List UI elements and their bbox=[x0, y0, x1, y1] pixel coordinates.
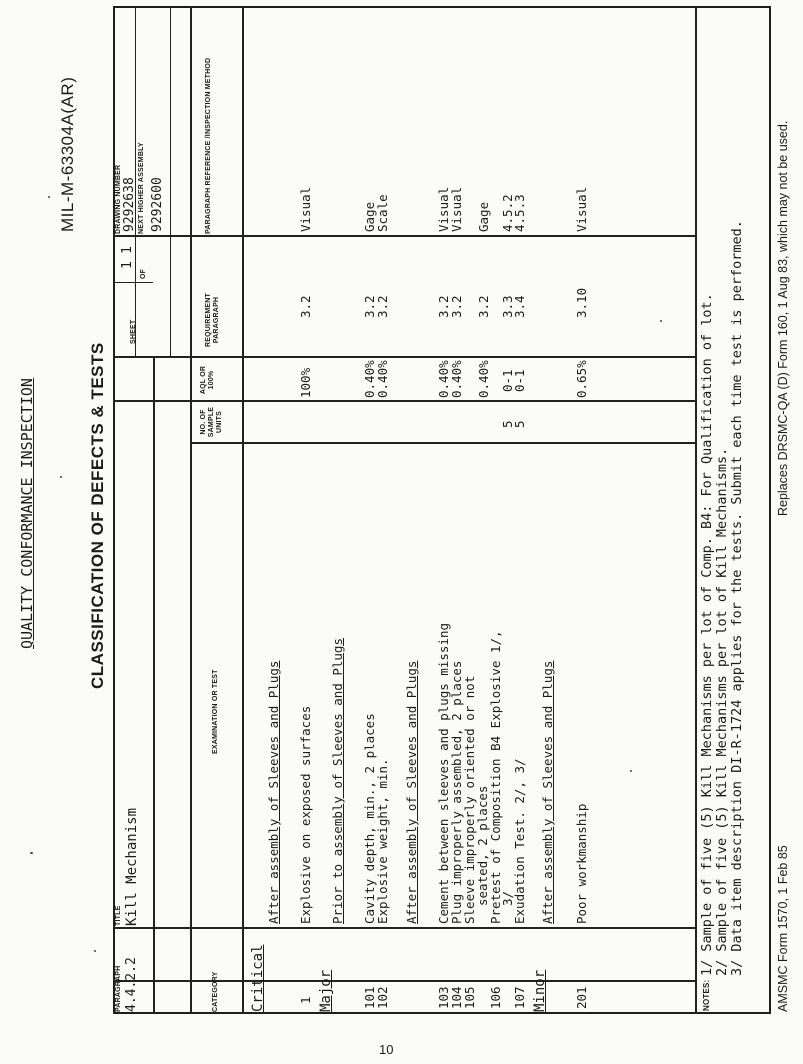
row-ref: 4.5.3 bbox=[512, 194, 527, 232]
row-req: 3.2 bbox=[476, 295, 491, 318]
note-2: 2/ Sample of five (5) Kill Mechanisms per lot of Kill Mechanisms. bbox=[714, 447, 730, 976]
of-label: OF bbox=[140, 268, 147, 279]
section-heading: Prior to assembly of Sleeves and Plugs bbox=[330, 638, 345, 924]
drawing-value: 9292638 bbox=[122, 177, 137, 232]
title-label: TITLE bbox=[115, 905, 122, 926]
col-category: CATEGORY bbox=[212, 971, 219, 1012]
row-cat: 1 bbox=[298, 996, 313, 1004]
row-exam-cont: 3/ bbox=[500, 890, 515, 906]
col-req: REQUIREMENT PARAGRAPH bbox=[205, 293, 220, 347]
row-req: 3.4 bbox=[512, 295, 527, 318]
sheet-divider bbox=[113, 282, 153, 283]
row-ref: 4.5.2 bbox=[500, 194, 515, 232]
major-label: Major bbox=[318, 969, 334, 1012]
section-heading: After assembly of Sleeves and Plugs bbox=[266, 660, 281, 924]
row-exam: Poor workmanship bbox=[574, 803, 589, 924]
spec-number: MIL-M-63304A(AR) bbox=[58, 76, 77, 232]
form-title: CLASSIFICATION OF DEFECTS & TESTS bbox=[88, 342, 107, 689]
title-value: Kill Mechanism bbox=[124, 807, 140, 926]
row-req: 3.2 bbox=[449, 295, 464, 318]
row-aql: 0.65% bbox=[574, 360, 589, 398]
row-exam: Explosive on exposed surfaces bbox=[298, 705, 313, 924]
row-req: 3.2 bbox=[298, 295, 313, 318]
row-cat: 101 bbox=[362, 986, 377, 1009]
sheet-value: 1 bbox=[120, 261, 135, 269]
col-para-ref: PARAGRAPH REFERENCE /INSPECTION METHOD bbox=[205, 57, 212, 234]
row-cat: 105 bbox=[462, 986, 477, 1009]
row-req: 3.2 bbox=[362, 295, 377, 318]
row-exam: Exudation Test. 2/, 3/ bbox=[512, 758, 527, 924]
row-req: 3.2 bbox=[436, 295, 451, 318]
row-cat: 104 bbox=[449, 986, 464, 1009]
row-cat: 201 bbox=[574, 986, 589, 1009]
row-aql: 0-1 bbox=[512, 369, 527, 392]
drawing-label: DRAWING NUMBER bbox=[115, 164, 122, 234]
col-exam: EXAMINATION OR TEST bbox=[212, 669, 219, 754]
next-asm-divider bbox=[170, 6, 171, 358]
row-ref: Visual bbox=[298, 186, 313, 232]
row-aql: 0.40% bbox=[476, 360, 491, 398]
of-value: 1 bbox=[120, 246, 135, 254]
row-sample: 5 bbox=[500, 420, 515, 428]
row-aql: 0.40% bbox=[375, 360, 390, 398]
row-exam: Explosive weight, min. bbox=[375, 758, 390, 924]
row-ref: Gage bbox=[476, 201, 491, 232]
row-req: 3.2 bbox=[375, 295, 390, 318]
col-aql: AQL OR 100% bbox=[200, 365, 215, 395]
col-line bbox=[190, 443, 695, 445]
row-exam-cont: seated, 2 places bbox=[475, 785, 490, 906]
minor-label: Minor bbox=[532, 969, 548, 1012]
row-aql: 0-1 bbox=[500, 369, 515, 392]
header-divider bbox=[153, 358, 155, 1014]
col-line bbox=[113, 928, 695, 930]
row-ref: Scale bbox=[375, 194, 390, 232]
section-heading: After assembly of Sleeves and Plugs bbox=[540, 660, 555, 924]
row-ref: Gage bbox=[362, 201, 377, 232]
row-aql: 0.40% bbox=[362, 360, 377, 398]
col-line bbox=[113, 401, 695, 403]
row-req: 3.10 bbox=[574, 287, 589, 318]
row-exam: Sleeve improperly oriented or not bbox=[462, 675, 477, 924]
row-cat: 103 bbox=[436, 986, 451, 1009]
row-aql: 0.40% bbox=[449, 360, 464, 398]
col-line bbox=[113, 357, 695, 359]
row-exam: Pretest of Composition B4 Explosive 1/, bbox=[488, 630, 503, 924]
paragraph-value: 4.4.2.2 bbox=[124, 957, 139, 1012]
paragraph-label: PARAGRAPH bbox=[115, 965, 122, 1012]
section-heading: After assembly of Sleeves and Plugs bbox=[404, 660, 419, 924]
colhead-bottom bbox=[242, 6, 244, 1014]
col-line bbox=[113, 236, 695, 238]
critical-label: Critical bbox=[250, 944, 266, 1012]
next-asm-label: NEXT HIGHER ASSEMBLY bbox=[138, 142, 145, 234]
colhead-top bbox=[190, 6, 192, 1014]
notes-label: NOTES: bbox=[702, 979, 711, 1011]
col-sample: NO. OF SAMPLE UNITS bbox=[200, 406, 223, 438]
row-cat: 106 bbox=[488, 986, 503, 1009]
row-ref: Visual bbox=[574, 186, 589, 232]
row-aql: 0.40% bbox=[436, 360, 451, 398]
col-line bbox=[113, 981, 695, 983]
next-asm-value: 9292600 bbox=[150, 177, 165, 232]
replaces-note: Replaces DRSMC-QA (D) Form 160, 1 Aug 83, which may not be used. bbox=[776, 120, 790, 516]
row-cat: 102 bbox=[375, 986, 390, 1009]
row-exam: Cement between sleeves and plugs missing bbox=[436, 622, 451, 924]
page-number: 10 bbox=[379, 1042, 394, 1057]
row-req: 3.3 bbox=[500, 295, 515, 318]
sheet-label: SHEET bbox=[130, 319, 137, 344]
row-aql: 100% bbox=[298, 367, 313, 398]
section-title: QUALITY CONFORMANCE INSPECTION bbox=[18, 378, 36, 649]
row-exam: Cavity depth, min., 2 places bbox=[362, 713, 377, 924]
notes-divider bbox=[695, 6, 697, 1014]
row-sample: 5 bbox=[512, 420, 527, 428]
note-1: 1/ Sample of five (5) Kill Mechanisms per lot of Comp. B4: For Qualification of lot. bbox=[699, 293, 715, 976]
row-cat: 107 bbox=[512, 986, 527, 1009]
row-ref: Visual bbox=[449, 186, 464, 232]
row-exam: Plug improperly assembled, 2 places bbox=[449, 660, 464, 924]
form-number: AMSMC Form 1570, 1 Feb 85 bbox=[776, 845, 790, 1012]
note-3: 3/ Data item description DI-R-1724 applies for the tests. Submit each time test is performed. bbox=[729, 220, 745, 976]
row-ref: Visual bbox=[436, 186, 451, 232]
